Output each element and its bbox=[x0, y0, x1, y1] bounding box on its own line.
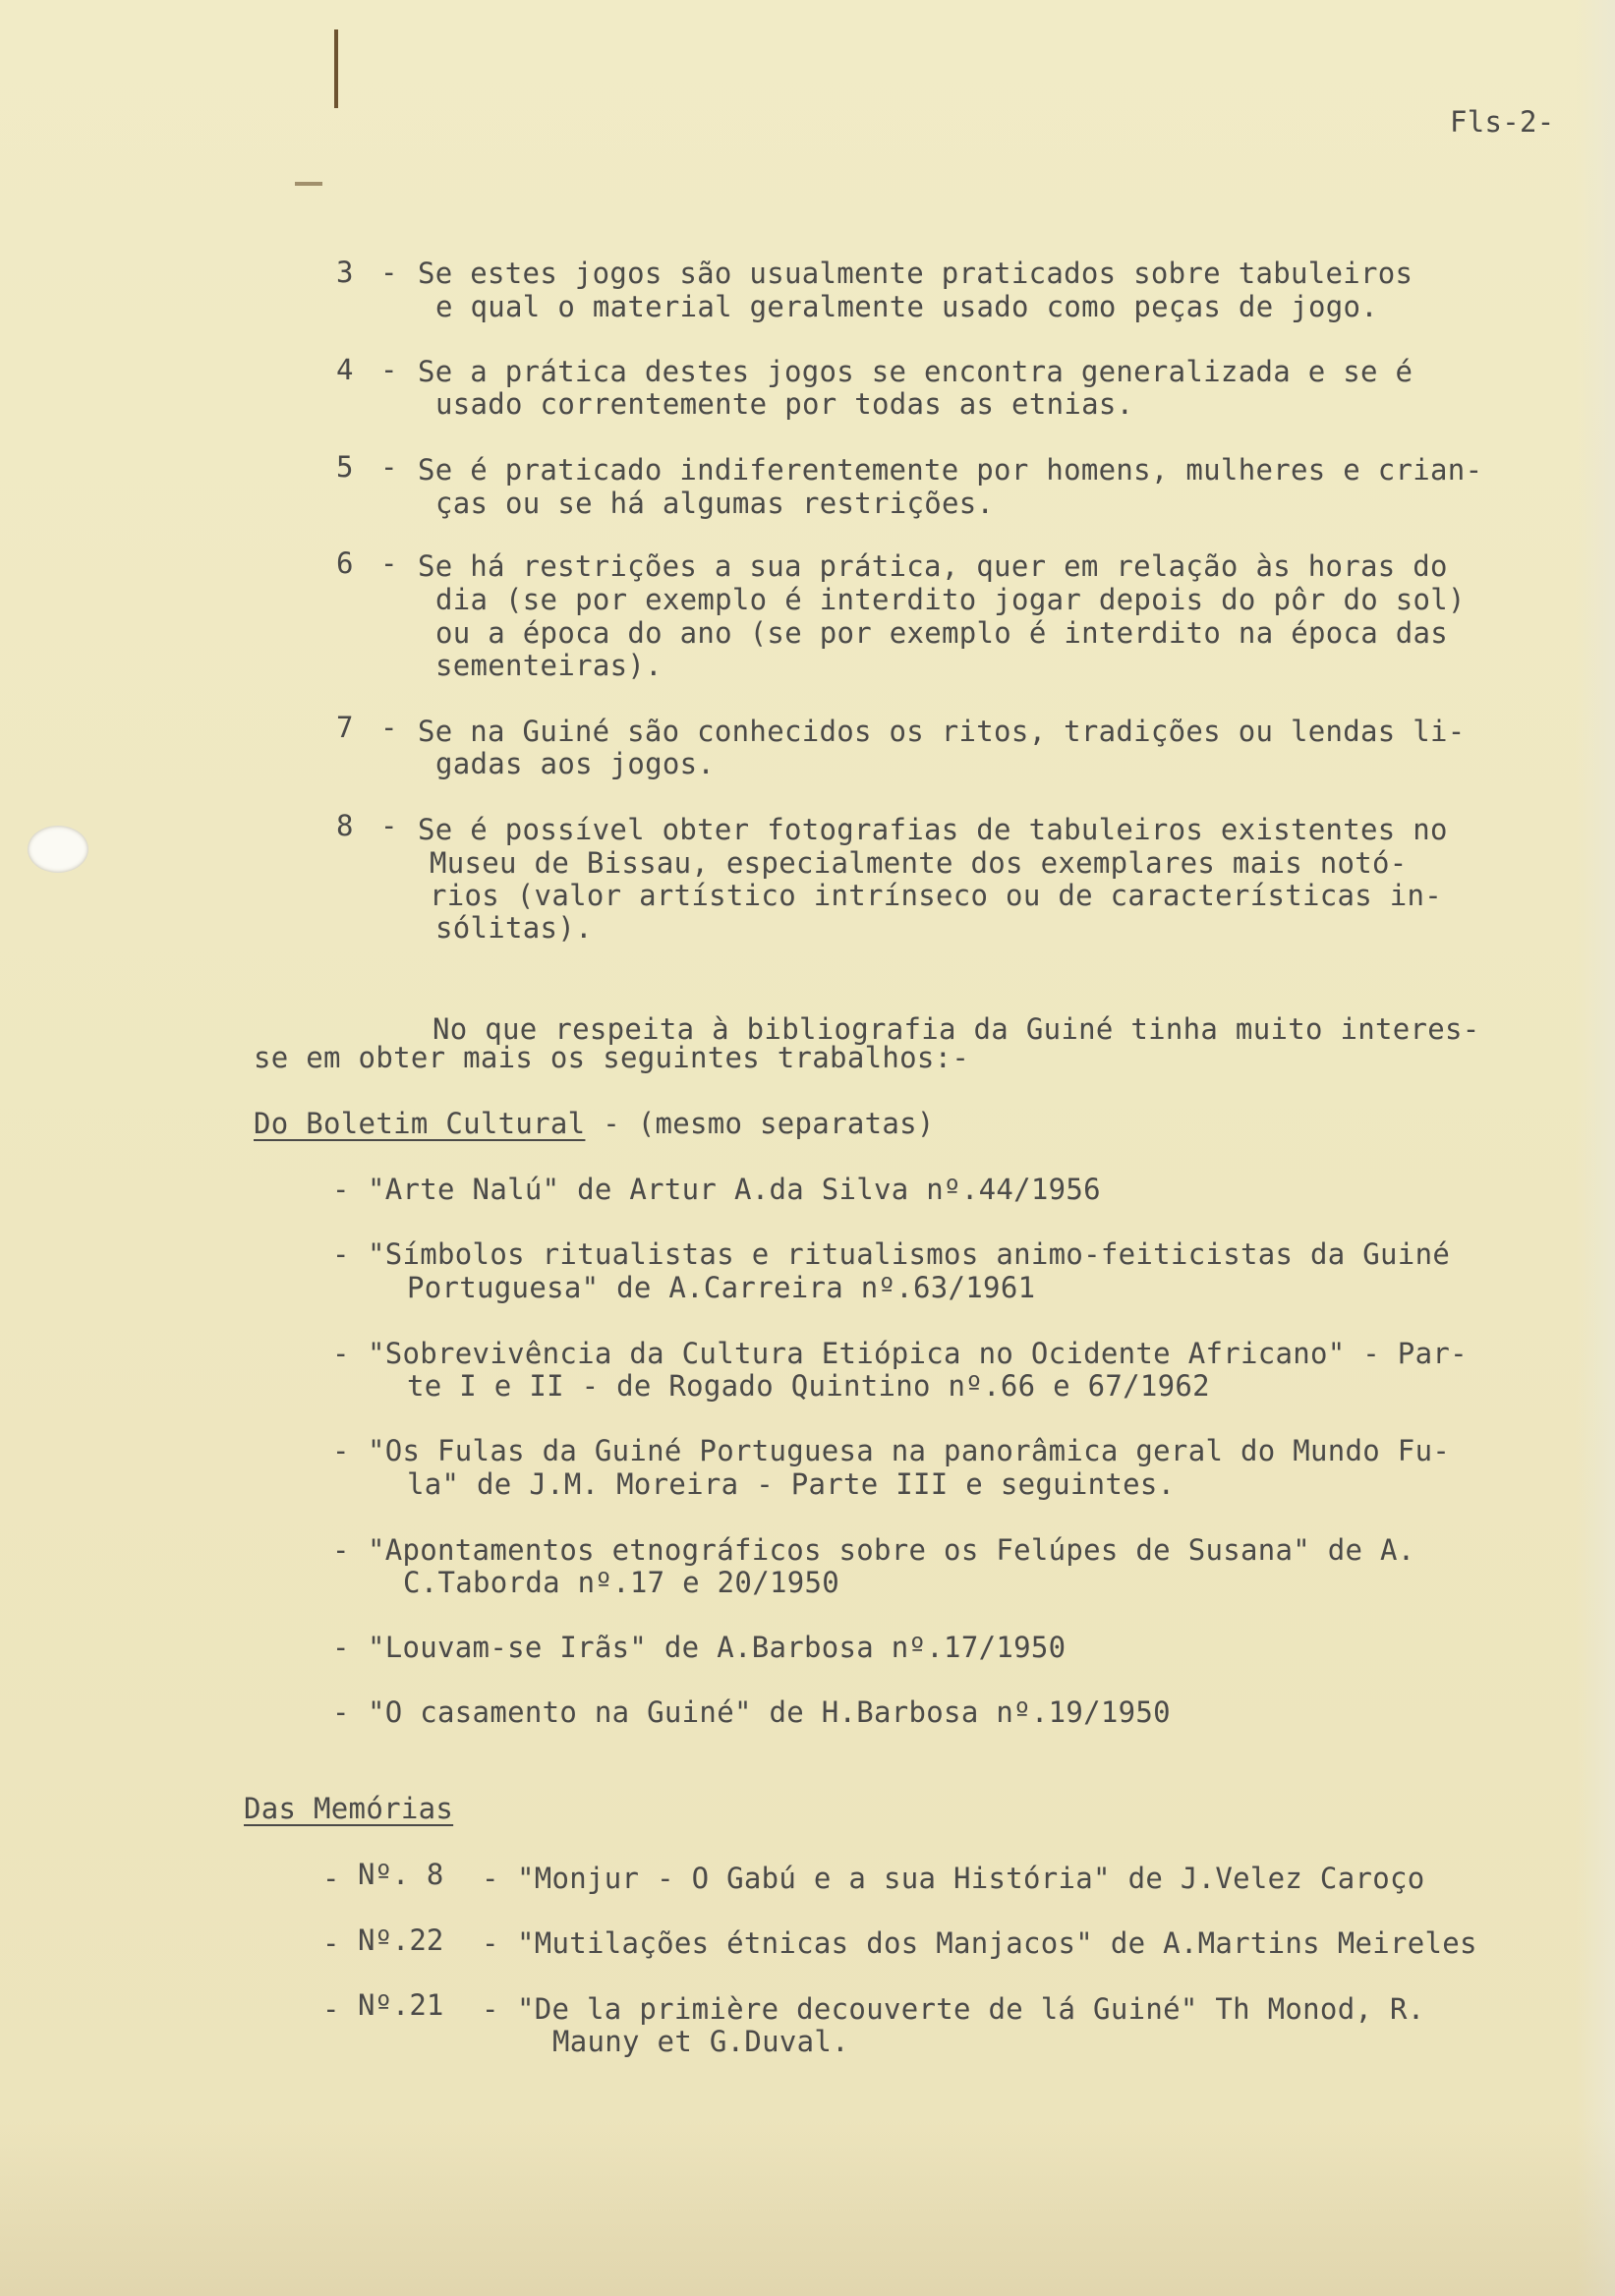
item-dash: - bbox=[322, 1862, 340, 1895]
question-number: 6 bbox=[336, 546, 354, 580]
question-line: ou a época do ano (se por exemplo é interdito na época das bbox=[435, 616, 1449, 650]
question-line: e qual o material geralmente usado como peças de jogo. bbox=[435, 290, 1379, 323]
memorias-heading: Das Memórias bbox=[244, 1792, 454, 1825]
item-line: "O casamento na Guiné" de H.Barbosa nº.19/1950 bbox=[368, 1695, 1171, 1729]
item-line: "Louvam-se Irãs" de A.Barbosa nº.17/1950 bbox=[368, 1631, 1067, 1664]
question-line: Museu de Bissau, especialmente dos exemplares mais notó- bbox=[430, 846, 1408, 880]
page-number: Fls-2- bbox=[1450, 105, 1555, 139]
question-line: Se é possível obter fotografias de tabuleiros existentes no bbox=[418, 813, 1448, 846]
item-dash: - bbox=[322, 1926, 340, 1960]
question-dash: - bbox=[380, 353, 398, 386]
question-line: Se estes jogos são usualmente praticados sobre tabuleiros bbox=[418, 257, 1413, 290]
item-line: te I e II - de Rogado Quintino nº.66 e 67/1962 bbox=[407, 1369, 1210, 1403]
item-line: "Sobrevivência da Cultura Etiópica no Ocidente Africano" - Par- bbox=[368, 1337, 1468, 1370]
question-line: gadas aos jogos. bbox=[435, 747, 716, 780]
item-line: "Mutilações étnicas dos Manjacos" de A.Martins Meireles bbox=[517, 1926, 1477, 1960]
item-line: "Símbolos ritualistas e ritualismos animo-feiticistas da Guiné bbox=[368, 1237, 1451, 1271]
item-line: "Apontamentos etnográficos sobre os Felúpes de Susana" de A. bbox=[368, 1533, 1415, 1567]
item-ref: Nº.21 bbox=[358, 1988, 444, 2022]
bibliography-intro: se em obter mais os seguintes trabalhos:- bbox=[254, 1041, 970, 1074]
item-dash: - bbox=[332, 1237, 350, 1271]
item-line: "Monjur - O Gabú e a sua História" de J.Velez Caroço bbox=[517, 1862, 1425, 1895]
item-line: "Arte Nalú" de Artur A.da Silva nº.44/1956 bbox=[368, 1173, 1101, 1206]
item-dash: - bbox=[332, 1631, 350, 1664]
question-number: 7 bbox=[336, 711, 354, 744]
item-dash: - bbox=[332, 1173, 350, 1206]
question-dash: - bbox=[380, 711, 398, 744]
question-line: Se na Guiné são conhecidos os ritos, tradições ou lendas li- bbox=[418, 715, 1466, 748]
section-heading-boletim bbox=[254, 1107, 935, 1140]
item-sep: - bbox=[482, 1862, 499, 1895]
item-dash: - bbox=[332, 1533, 350, 1567]
question-line: rios (valor artístico intrínseco ou de características in- bbox=[430, 879, 1443, 912]
item-dash: - bbox=[332, 1434, 350, 1467]
item-line: C.Taborda nº.17 e 20/1950 bbox=[403, 1566, 839, 1599]
question-line: ças ou se há algumas restrições. bbox=[435, 487, 995, 520]
item-line: "Os Fulas da Guiné Portuguesa na panorâmica geral do Mundo Fu- bbox=[368, 1434, 1451, 1467]
paper-edge-shade bbox=[1576, 0, 1615, 2296]
question-dash: - bbox=[380, 546, 398, 580]
staple-mark bbox=[295, 182, 322, 186]
question-number: 5 bbox=[336, 450, 354, 484]
question-dash: - bbox=[380, 256, 398, 289]
item-dash: - bbox=[322, 1992, 340, 2026]
question-dash: - bbox=[380, 809, 398, 842]
paper-wear bbox=[0, 2119, 1615, 2296]
question-number: 8 bbox=[336, 809, 354, 842]
item-dash: - bbox=[332, 1695, 350, 1729]
bibliography-intro: No que respeita à bibliografia da Guiné tinha muito interes- bbox=[433, 1012, 1480, 1046]
question-number: 4 bbox=[336, 353, 354, 386]
section-heading-memorias bbox=[244, 1792, 454, 1825]
question-line: Se a prática destes jogos se encontra generalizada e se é bbox=[418, 355, 1413, 388]
item-line: la" de J.M. Moreira - Parte III e seguintes. bbox=[407, 1467, 1176, 1501]
boletim-note: - (mesmo separatas) bbox=[585, 1107, 935, 1140]
item-dash: - bbox=[332, 1337, 350, 1370]
question-dash: - bbox=[380, 450, 398, 484]
question-line: usado correntemente por todas as etnias. bbox=[435, 387, 1134, 421]
question-line: Se é praticado indiferentemente por homens, mulheres e crian- bbox=[418, 453, 1483, 487]
question-line: sementeiras). bbox=[435, 649, 663, 682]
question-line: sólitas). bbox=[435, 911, 593, 945]
punch-hole bbox=[28, 826, 88, 873]
staple-mark bbox=[334, 29, 338, 108]
question-line: dia (se por exemplo é interdito jogar depois do pôr do sol) bbox=[435, 583, 1466, 616]
item-line: Portuguesa" de A.Carreira nº.63/1961 bbox=[407, 1271, 1036, 1304]
item-sep: - bbox=[482, 1992, 499, 2026]
item-ref: Nº. 8 bbox=[358, 1858, 444, 1891]
item-line: "De la primière decouverte de lá Guiné" Th Monod, R. bbox=[517, 1992, 1425, 2026]
question-number: 3 bbox=[336, 256, 354, 289]
question-line: Se há restrições a sua prática, quer em relação às horas do bbox=[418, 549, 1448, 583]
boletim-heading: Do Boletim Cultural bbox=[254, 1107, 586, 1140]
item-ref: Nº.22 bbox=[358, 1923, 444, 1957]
item-line: Mauny et G.Duval. bbox=[552, 2025, 849, 2058]
item-sep: - bbox=[482, 1926, 499, 1960]
